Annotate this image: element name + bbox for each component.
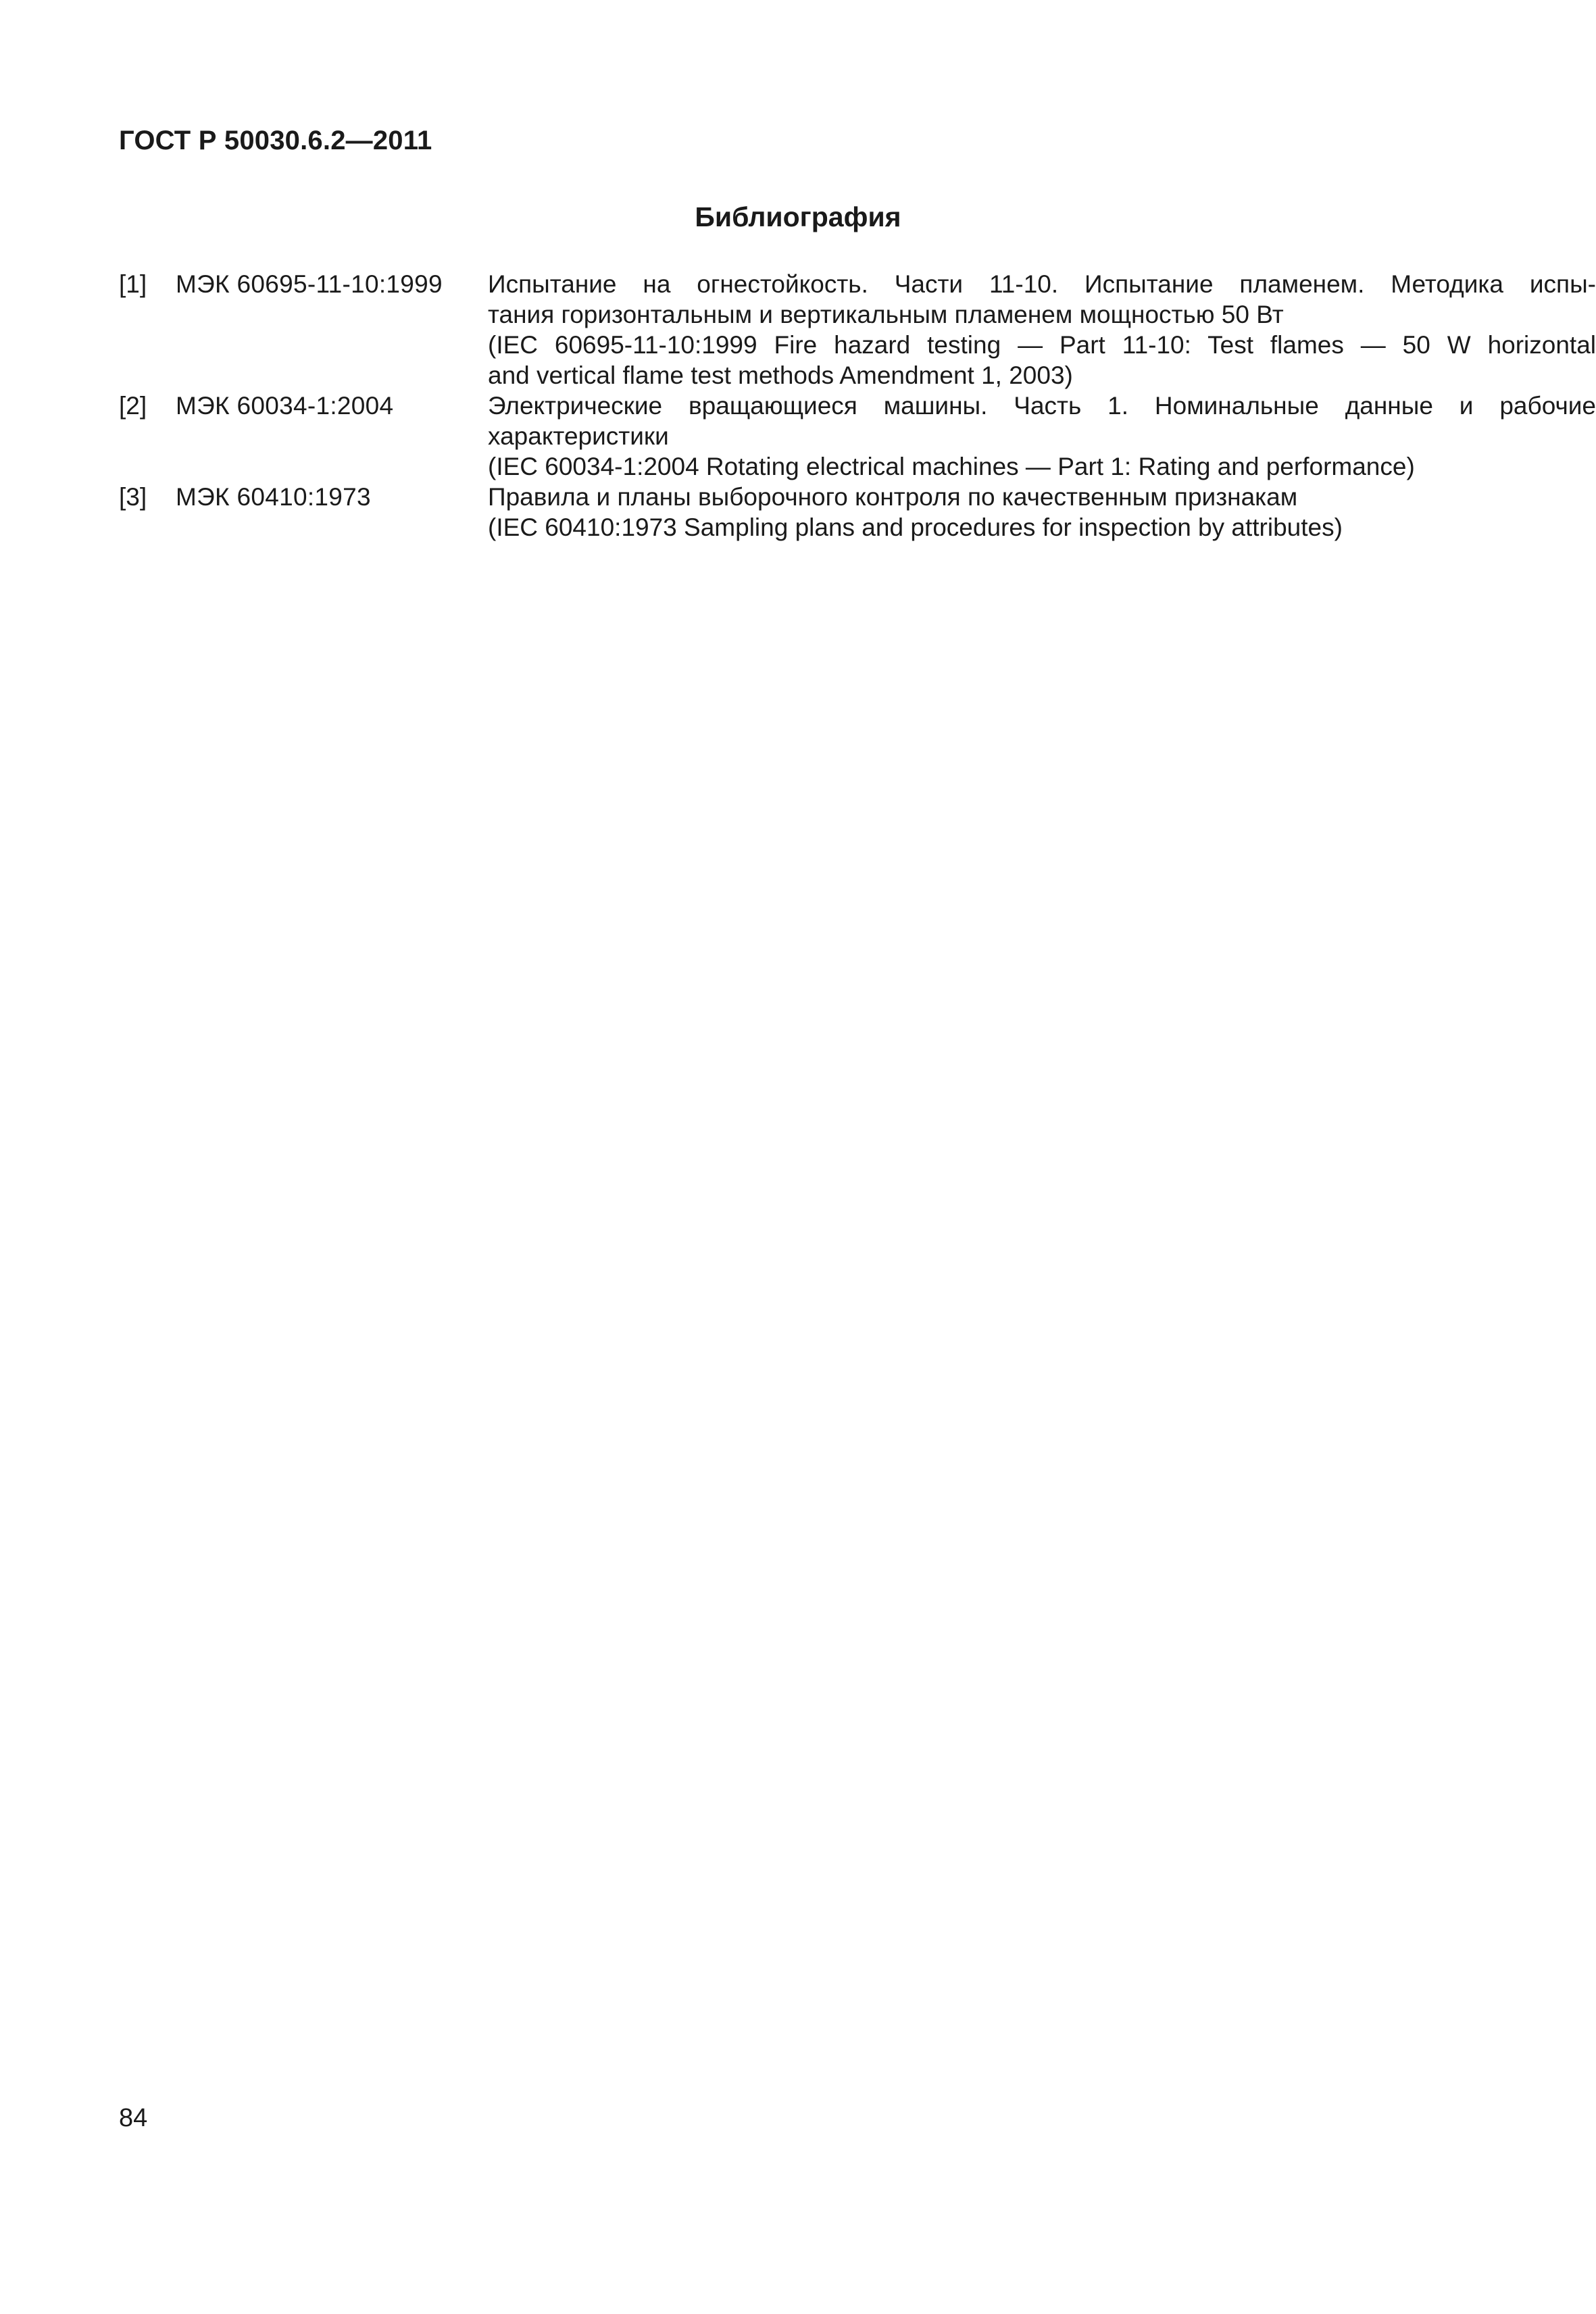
page-number: 84 — [119, 2104, 148, 2132]
entry-description — [488, 269, 1596, 391]
document-code: ГОСТ Р 50030.6.2—2011 — [119, 126, 432, 155]
bibliography-list — [119, 269, 1596, 543]
entry-line: характеристики — [488, 422, 669, 450]
entry-number: [2] — [119, 392, 147, 420]
entry-line: Электрические вращающиеся машины. Часть 1. Номинальные данные и рабочие — [488, 392, 1596, 420]
entry-standard-code: МЭК 60410:1973 — [176, 483, 371, 511]
bibliography-entry — [119, 391, 1596, 482]
entry-line: тания горизонтальным и вертикальным пламенем мощностью 50 Вт — [488, 301, 1284, 328]
entry-standard-code: МЭК 60034-1:2004 — [176, 392, 394, 420]
bibliography-entry — [119, 269, 1596, 391]
entry-number: [3] — [119, 483, 147, 511]
entry-line: and vertical flame test methods Amendment 1, 2003) — [488, 361, 1073, 389]
entry-description — [488, 482, 1596, 543]
section-title: Библиография — [695, 201, 901, 232]
entry-line: (IEC 60410:1973 Sampling plans and procedures for inspection by attributes) — [488, 513, 1343, 541]
entry-line: Правила и планы выборочного контроля по качественным признакам — [488, 483, 1298, 511]
bibliography-entry — [119, 482, 1477, 543]
entry-line: (IEC 60034-1:2004 Rotating electrical machines — Part 1: Rating and performance) — [488, 453, 1415, 480]
entry-description — [488, 391, 1596, 482]
entry-number: [1] — [119, 270, 147, 298]
entry-standard-code: МЭК 60695-11-10:1999 — [176, 270, 443, 298]
entry-line: (IEC 60695-11-10:1999 Fire hazard testing — Part 11-10: Test flames — 50 W horizontal — [488, 331, 1596, 359]
entry-line: Испытание на огнестойкость. Части 11-10. Испытание пламенем. Методика испы- — [488, 270, 1596, 298]
